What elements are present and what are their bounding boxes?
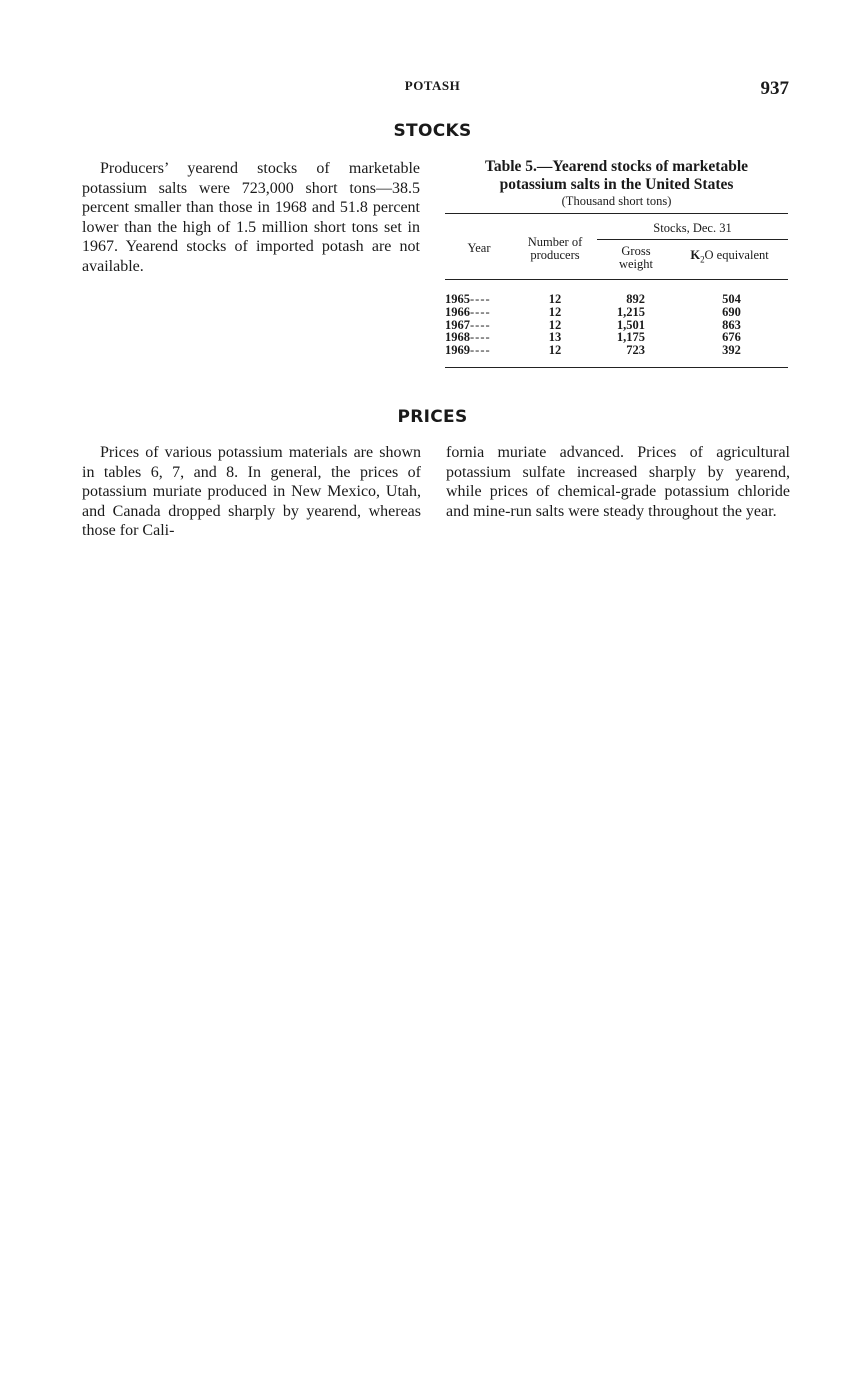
table-row <box>445 280 788 306</box>
row-producers: 12 <box>548 343 562 358</box>
row-k2o: 392 <box>722 343 741 358</box>
row-producers: 13 <box>548 330 562 345</box>
header-gross-text: Gross weight <box>618 244 653 271</box>
row-k2o: 863 <box>722 317 741 332</box>
table-5 <box>445 158 788 368</box>
row-year: 1965 <box>445 292 470 306</box>
prices-heading: PRICES <box>397 407 468 427</box>
stocks-paragraph: Producers’ yearend stocks of marketable potassium salts were 723,000 short tons—38.5 percent smaller than those in 1968 and 51.8 percent lower than the high of 1.5 million short tons set in 1967. Yearend stocks of imported potash are not available. <box>82 160 420 275</box>
header-year: Year <box>445 214 513 280</box>
stocks-heading: STOCKS <box>393 121 472 141</box>
prices-right-column <box>446 443 790 521</box>
row-k2o: 504 <box>722 292 741 306</box>
page-number: 937 <box>760 78 789 99</box>
row-producers: 12 <box>548 292 562 306</box>
table-row <box>445 306 788 319</box>
row-year: 1969 <box>445 343 470 358</box>
table-title-line-1: Table 5.—Yearend stocks of marketable <box>484 158 749 175</box>
row-leader: ---- <box>470 304 491 319</box>
header-k2o-k: K <box>690 248 701 263</box>
table-row <box>445 344 788 367</box>
row-leader: ---- <box>470 330 491 345</box>
row-gross: 1,501 <box>616 317 645 332</box>
header-k2o-rest: O equivalent <box>704 248 769 263</box>
row-leader: ---- <box>470 343 491 358</box>
row-leader: ---- <box>470 317 491 332</box>
header-k2o <box>675 240 788 280</box>
row-gross: 1,175 <box>616 330 645 345</box>
row-year: 1968 <box>445 330 470 345</box>
row-producers: 12 <box>548 304 562 319</box>
row-producers: 12 <box>548 317 562 332</box>
header-producers-text: Number of producers <box>527 234 583 262</box>
row-year: 1967 <box>445 317 470 332</box>
row-k2o: 690 <box>722 304 741 319</box>
stocks-table <box>445 213 788 368</box>
row-leader: ---- <box>470 292 491 306</box>
header-stocks-group: Stocks, Dec. 31 <box>597 214 788 240</box>
table-subtitle: (Thousand short tons) <box>561 194 672 208</box>
prices-left-column <box>82 443 421 541</box>
running-title: POTASH <box>404 78 461 93</box>
header-producers <box>513 214 597 280</box>
row-year: 1966 <box>445 304 470 319</box>
row-gross: 723 <box>626 343 645 358</box>
stocks-paragraph-block <box>82 159 420 276</box>
table-title-line-2: potassium salts in the United States <box>499 176 734 193</box>
header-gross <box>597 240 675 280</box>
row-gross: 892 <box>626 292 645 306</box>
prices-paragraph-right: fornia muriate advanced. Prices of agricultural potassium sulfate increased sharply by yearend, while prices of chemical-grade potassium chloride and mine-run salts were steady throughout the year. <box>446 444 790 520</box>
row-k2o: 676 <box>722 330 741 345</box>
table-title <box>445 158 788 194</box>
row-gross: 1,215 <box>616 304 645 319</box>
prices-paragraph-left: Prices of various potassium materials are shown in tables 6, 7, and 8. In general, the prices of potassium muriate produced in New Mexico, Utah, and Canada dropped sharply by yearend, whereas those for Cali- <box>82 444 421 539</box>
header-k2o-sub: 2 <box>700 254 705 265</box>
